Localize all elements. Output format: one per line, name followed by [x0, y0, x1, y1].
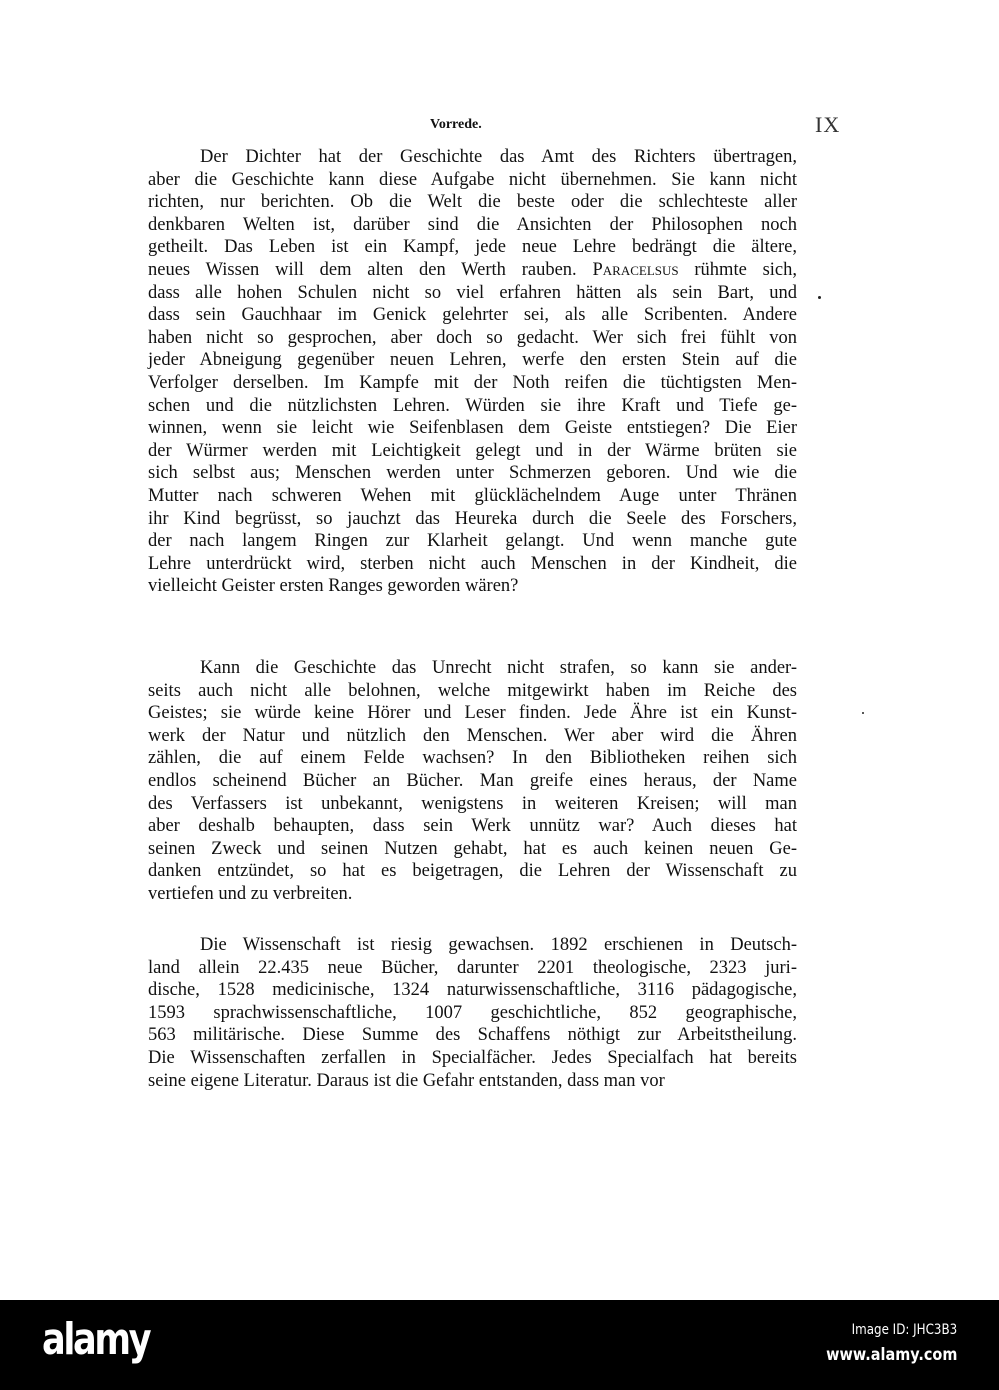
- text-line: dische, 1528 medicinische, 1324 naturwissenschaftliche, 3116 pädagogische,: [148, 980, 797, 1001]
- text-line: neues Wissen will dem alten den Werth rauben. Paracelsus rühmte sich,: [148, 259, 798, 280]
- text-line: dass alle hohen Schulen nicht so viel erfahren hätten als sein Bart, und: [148, 282, 797, 303]
- text-line: vertiefen und zu verbreiten.: [148, 883, 353, 904]
- scan-speck: [862, 712, 864, 714]
- text-line: 1593 sprachwissenschaftliche, 1007 geschichtliche, 852 geographische,: [148, 1002, 797, 1023]
- text-line: getheilt. Das Leben ist ein Kampf, jede neue Lehre bedrängt die ältere,: [148, 237, 797, 258]
- text-line: Mutter nach schweren Wehen mit glücklächelndem Auge unter Thränen: [148, 485, 797, 506]
- text-line: winnen, wenn sie leicht wie Seifenblasen dem Geiste entstiegen? Die Eier: [148, 418, 797, 439]
- image-id: Image ID: JHC3B3: [851, 1322, 957, 1338]
- text-line: land allein 22.435 neue Bücher, darunter 2201 theologische, 2323 juri-: [148, 957, 797, 978]
- text-line: seits auch nicht alle belohnen, welche mitgewirkt haben im Reiche des: [148, 680, 797, 701]
- running-head: Vorrede.: [430, 117, 482, 132]
- scan-speck: [818, 296, 821, 299]
- text-line: Geistes; sie würde keine Hörer und Leser finden. Jede Ähre ist ein Kunst-: [148, 703, 797, 724]
- text-line: aber deshalb behaupten, dass sein Werk unnütz war? Auch dieses hat: [148, 816, 797, 837]
- text-line: dass sein Gauchhaar im Genick gelehrter sei, als alle Scribenten. Andere: [148, 305, 797, 326]
- text-line: jeder Abneigung gegenüber neuen Lehren, werfe den ersten Stein auf die: [148, 350, 797, 371]
- text-line: Kann die Geschichte das Unrecht nicht strafen, so kann sie ander-: [200, 658, 797, 678]
- text-line: der Würmer werden mit Leichtigkeit gelegt und in der Wärme brüten sie: [148, 440, 797, 461]
- paragraph-3: [148, 934, 797, 1092]
- text-line: vielleicht Geister ersten Ranges geworden wären?: [148, 576, 519, 597]
- text-line: Der Dichter hat der Geschichte das Amt des Richters übertragen,: [200, 147, 797, 167]
- text-line: zählen, die auf einem Felde wachsen? In den Bibliotheken reihen sich: [148, 748, 797, 769]
- text-line: aber die Geschichte kann diese Aufgabe nicht übernehmen. Sie kann nicht: [148, 169, 797, 190]
- alamy-logo: alamy: [42, 1314, 150, 1365]
- text-line: seinen Zweck und seinen Nutzen gehabt, hat es auch keinen neuen Ge-: [148, 838, 797, 859]
- text-line: danken entzündet, so hat es beigetragen, die Lehren der Wissenschaft zu: [148, 861, 797, 882]
- paragraph-2: [148, 657, 797, 906]
- text-line: haben nicht so gesprochen, aber doch so gedacht. Wer sich frei fühlt von: [148, 327, 797, 348]
- text-line: Die Wissenschaft ist riesig gewachsen. 1892 erschienen in Deutsch-: [200, 935, 797, 955]
- text-line: schen und die nützlichsten Lehren. Würden sie ihre Kraft und Tiefe ge-: [148, 395, 797, 416]
- text-line: der nach langem Ringen zur Klarheit gelangt. Und wenn manche gute: [148, 531, 797, 552]
- text-line: sich selbst aus; Menschen werden unter Schmerzen geboren. Und wie die: [148, 463, 797, 484]
- website-link: www.alamy.com: [825, 1345, 957, 1365]
- text-line: 563 militärische. Diese Summe des Schaffens nöthigt zur Arbeitstheilung.: [148, 1025, 797, 1046]
- text-line: endlos scheinend Bücher an Bücher. Man greife eines heraus, der Name: [148, 770, 797, 791]
- page-number: IX: [815, 112, 841, 137]
- text-line: werk der Natur und nützlich den Menschen. Wer aber wird die Ähren: [148, 725, 797, 746]
- text-line: richten, nur berichten. Ob die Welt die beste oder die schlechteste aller: [148, 192, 797, 213]
- watermark-bar: [0, 1300, 999, 1390]
- text-line: Die Wissenschaften zerfallen in Specialfächer. Jedes Specialfach hat bereits: [148, 1047, 797, 1068]
- text-line: des Verfassers ist unbekannt, wenigstens in weiteren Kreisen; will man: [148, 793, 797, 814]
- name-smallcaps: Paracelsus: [592, 259, 679, 280]
- text-line: Lehre unterdrückt wird, sterben nicht auch Menschen in der Kindheit, die: [148, 553, 797, 574]
- text-line: denkbaren Welten ist, darüber sind die Ansichten der Philosophen noch: [148, 214, 797, 235]
- text-line: ihr Kind begrüsst, so jauchzt das Heureka durch die Seele des Forschers,: [148, 508, 797, 529]
- text-line: Verfolger derselben. Im Kampfe mit der Noth reifen die tüchtigsten Men-: [148, 372, 797, 393]
- paragraph-1: [148, 146, 797, 598]
- text-line: seine eigene Literatur. Daraus ist die Gefahr entstanden, dass man vor: [148, 1070, 665, 1091]
